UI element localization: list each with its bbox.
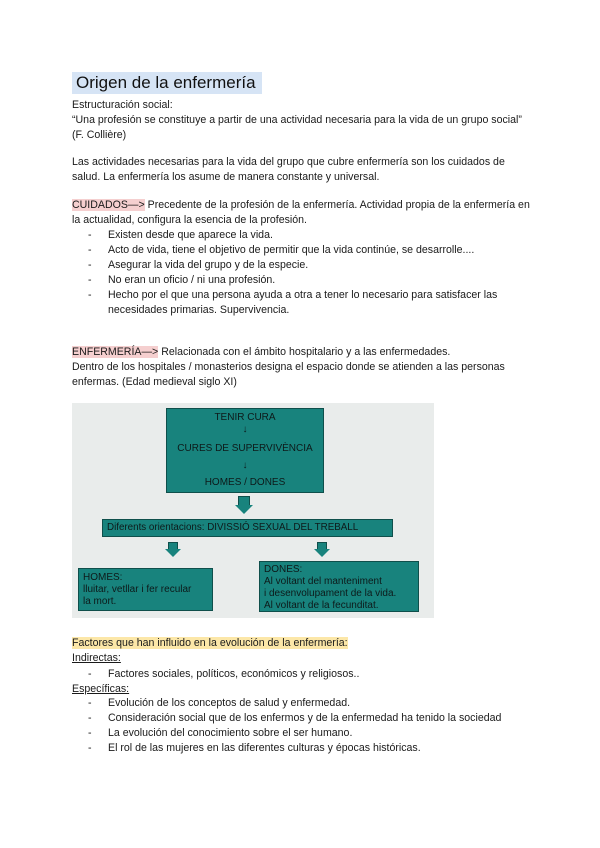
list-item: - El rol de las mujeres en las diferentes culturas y épocas históricas. xyxy=(88,741,528,756)
diagram-top-box xyxy=(166,408,324,493)
list-item: - Evolución de los conceptos de salud y enfermedad. xyxy=(88,696,528,711)
intro-heading: Estructuración social: xyxy=(72,99,173,111)
especificas-label-line xyxy=(72,682,530,697)
indirectas-label-line xyxy=(72,651,530,666)
list-item: - Asegurar la vida del grupo y de la especie. xyxy=(88,258,528,273)
especificas-list xyxy=(88,696,528,756)
homes-line: HOMES: xyxy=(83,572,123,583)
list-item: - Consideración social que de los enfermos y de la enfermedad ha tenido la sociedad xyxy=(88,711,528,726)
dones-line: i desenvolupament de la vida. xyxy=(264,588,397,599)
factores-heading: Factores que han influido en la evolución de la enfermería: xyxy=(72,637,348,649)
list-item: - Existen desde que aparece la vida. xyxy=(88,228,528,243)
especificas-label: Específicas: xyxy=(72,683,130,695)
homes-line: la mort. xyxy=(83,596,117,607)
list-item: - La evolución del conocimiento sobre el ser humano. xyxy=(88,726,528,741)
indirectas-list xyxy=(88,667,528,682)
list-item: - Factores sociales, políticos, económicos y religiosos.. xyxy=(88,667,528,682)
enfermeria-paragraph xyxy=(72,345,530,360)
diagram-homes-box xyxy=(78,568,213,611)
homes-line: lluitar, vetllar i fer recular xyxy=(83,584,192,595)
dones-line: DONES: xyxy=(264,564,303,575)
diagram-top-line-2: CURES DE SUPERVIVÈNCIA xyxy=(177,443,313,454)
paragraph-cuidados-salud: Las actividades necesarias para la vida del grupo que cubre enfermería son los cuidados de salud. La enfermería los asume de manera constante y universal. xyxy=(72,156,505,183)
enfermeria-paragraph-2: Dentro de los hospitales / monasterios designa el espacio donde se atienden a las personas enfermas. (Edad medieval siglo XI) xyxy=(72,361,505,388)
cuidados-paragraph xyxy=(72,198,530,228)
list-item: - Acto de vida, tiene el objetivo de permitir que la vida continúe, se desarrolle.... xyxy=(88,243,528,258)
enfermeria-label: ENFERMERÍA—> xyxy=(72,346,159,358)
page-title: Origen de la enfermería xyxy=(72,72,262,94)
diagram-arrow-2: ↓ xyxy=(242,460,248,471)
diagram-top-line-3: HOMES / DONES xyxy=(204,477,286,488)
division-trabajo-diagram xyxy=(72,403,434,618)
dones-line: Al voltant de la fecunditat. xyxy=(264,600,379,611)
list-item: - Hecho por el que una persona ayuda a otra a tener lo necesario para satisfacer las necesidades primarias. Supervivencia. xyxy=(88,288,528,318)
intro-quote: “Una profesión se constituye a partir de una actividad necesaria para la vida de un grupo social” (F. Collière) xyxy=(72,114,522,141)
cuidados-text: Precedente de la profesión de la enfermería. Actividad propia de la enfermería en la actualidad, configura la esencia de la profesión. xyxy=(72,199,530,226)
list-item: - No eran un oficio / ni una profesión. xyxy=(88,273,528,288)
diagram-top-line-1: TENIR CURA xyxy=(214,412,276,423)
diagram-middle-box: Diferents orientacions: DIVISSIÓ SEXUAL DEL TREBALL xyxy=(102,519,393,537)
factores-heading-line xyxy=(72,636,530,651)
cuidados-label: CUIDADOS—> xyxy=(72,199,145,211)
diagram-arrow-1: ↓ xyxy=(242,424,248,435)
enfermeria-text: Relacionada con el ámbito hospitalario y a las enfermedades. xyxy=(158,346,451,358)
indirectas-label: Indirectas: xyxy=(72,652,121,664)
cuidados-list xyxy=(88,228,528,318)
diagram-dones-box xyxy=(259,561,419,612)
dones-line: Al voltant del manteniment xyxy=(264,576,382,587)
